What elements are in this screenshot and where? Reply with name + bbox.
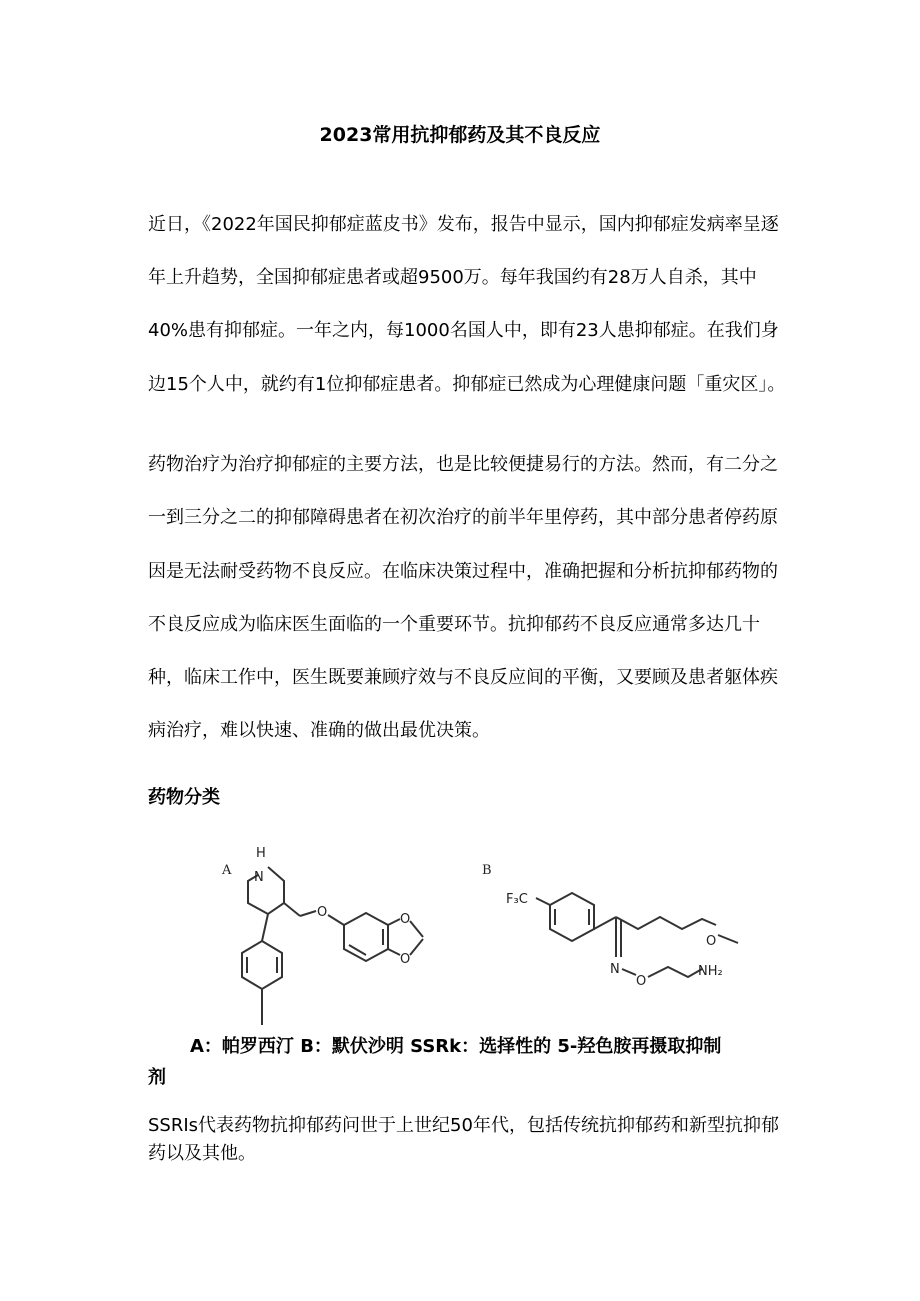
figure-caption-line1: A：帕罗西汀 B：默伏沙明 SSRk：选择性的 5-羟色胺再摄取抑制 <box>190 1036 722 1057</box>
methoxy-o: O <box>706 934 717 949</box>
ether-o: O <box>317 905 328 920</box>
paroxetine-structure-figure <box>218 845 436 1030</box>
piperidine-h: H <box>256 846 266 861</box>
section-heading: 药物分类 <box>148 787 220 808</box>
cf3-label: F₃C <box>506 892 528 907</box>
amine-label: NH₂ <box>698 964 723 979</box>
oxime-o: O <box>636 974 647 989</box>
treatment-paragraph: 药物治疗为治疗抑郁症的主要方法，也是比较便捷易行的方法。然而，有二分之一到三分之二的抑郁障碍患者在初次治疗的前半年里停药，其中部分患者停药原因是无法耐受药物不良反应。在临床决策过程中，准确把握和分析抗抑郁药物的不良反应成为临床医生面临的一个重要环节。抗抑郁药不良反应通常多达几十种，临床工作中，医生既要兼顾疗效与不良反应间的平衡，又要顾及患者躯体疾病治疗，难以快速、准确的做出最优决策。 <box>148 454 778 742</box>
panel-a-letter: A <box>222 863 232 878</box>
panel-b-letter: B <box>482 863 492 878</box>
piperidine-n: N <box>254 870 264 885</box>
oxime-n: N <box>610 962 620 977</box>
intro-paragraph: 近日，《2022年国民抑郁症蓝皮书》发布，报告中显示，国内抑郁症发病率呈逐年上升趋势，全国抑郁症患者或超9500万。每年我国约有28万人自杀，其中40%患有抑郁症。一年之内，每1000名国人中，即有23人患抑郁症。在我们身边15个人中，就约有1位抑郁症患者。抑郁症已然成为心理健康问题「重灾区」。 <box>148 214 786 395</box>
document-title: 2023常用抗抑郁药及其不良反应 <box>319 124 601 146</box>
figure-caption-line2: 剂 <box>148 1067 166 1088</box>
fluvoxamine-structure-figure <box>476 845 746 995</box>
dioxole-o2: O <box>400 952 411 967</box>
dioxole-o1: O <box>400 912 411 927</box>
ssri-paragraph: SSRIs代表药物抗抑郁药问世于上世纪50年代，包括传统抗抑郁药和新型抗抑郁药以及其他。 <box>148 1115 779 1164</box>
